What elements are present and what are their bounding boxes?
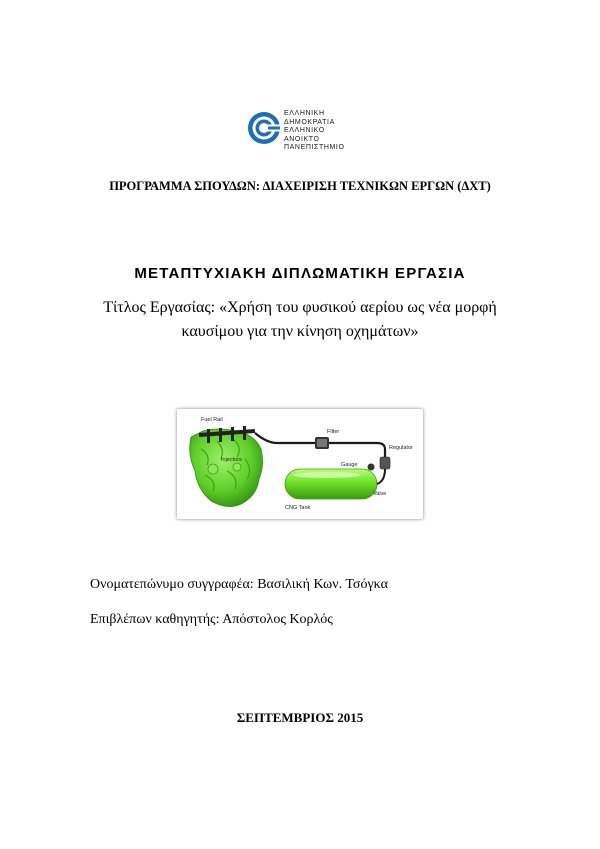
cng-diagram [177, 409, 423, 519]
thesis-title [0, 296, 600, 344]
cng-system-figure [176, 408, 424, 520]
label-regulator: Regulator [389, 445, 413, 451]
logo-line-1: ΕΛΛΗΝΙΚΗ [284, 110, 325, 117]
engine-block [190, 429, 263, 507]
label-valve: Valve [373, 491, 387, 497]
supervisor-line: Επιβλέπων καθηγητής: Απόστολος Κορλός [90, 612, 333, 627]
author-line: Ονοματεπώνυμο συγγραφέα: Βασιλική Κων. Τσόγκα [90, 577, 388, 592]
eap-emblem-icon [246, 110, 282, 146]
logo-line-2: ΔΗΜΟΚΡΑΤΙΑ [284, 118, 335, 126]
filter [315, 437, 329, 449]
cng-tank [285, 469, 377, 499]
thesis-heading: ΜΕΤΑΠΤΥΧΙΑΚΗ ΔΙΠΛΩΜΑΤΙΚΗ ΕΡΓΑΣΙΑ [134, 265, 466, 282]
submission-date: ΣΕΠΤΕΜΒΡΙΟΣ 2015 [236, 710, 364, 725]
regulator [380, 457, 390, 469]
label-filter: Filter [327, 429, 340, 435]
label-injectors: Injectors [221, 457, 242, 463]
label-fuel-rail: Fuel Rail [201, 417, 223, 423]
logo-line-4: ΠΑΝΕΠΙΣΤΗΜΙΟ [284, 144, 345, 151]
valve-line [377, 469, 385, 484]
program-heading: ΠΡΟΓΡΑΜΜΑ ΣΠΟΥΔΩΝ: ΔΙΑΧΕΙΡΙΣΗ ΤΕΧΝΙΚΩΝ ΕΡΓΩΝ (ΔΧΤ) [109, 179, 491, 193]
gauge [368, 464, 375, 471]
label-gauge: Gauge [341, 462, 358, 468]
university-logo [246, 110, 362, 152]
logo-line-3: ΕΛΛΗΝΙΚΟ ΑΝΟΙΚΤΟ [284, 127, 325, 143]
thesis-title-line-2: καυσίμου για την κίνηση οχημάτων» [181, 323, 419, 340]
thesis-title-line-1: Τίτλος Εργασίας: «Χρήση του φυσικού αερίου ως νέα μορφή [103, 299, 497, 316]
logo-text [284, 110, 362, 153]
label-cng-tank: CNG Tank [285, 505, 311, 511]
